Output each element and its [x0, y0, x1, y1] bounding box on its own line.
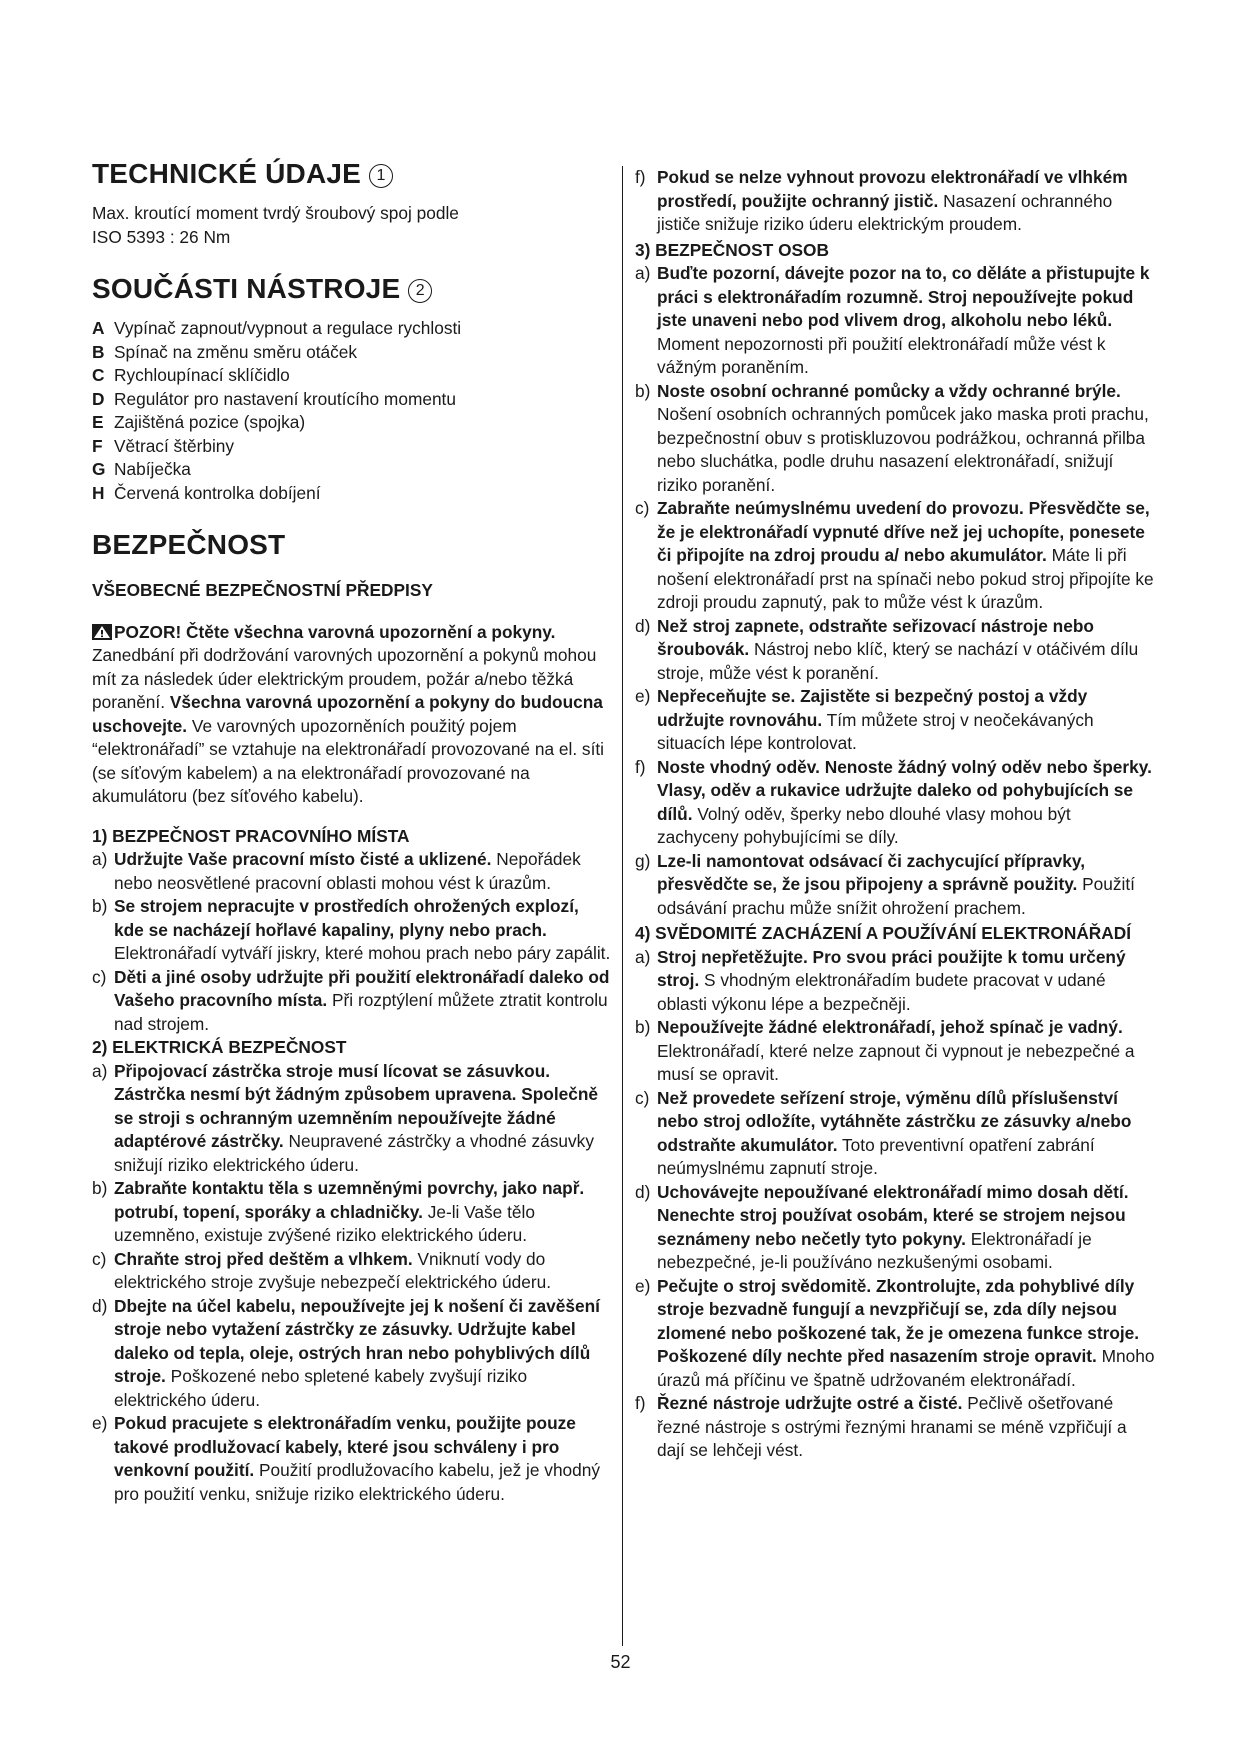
component-text: Větrací štěrbiny	[114, 435, 235, 456]
item-bold-text: Než provedete seřízení stroje, výměnu dílů příslušenství nebo stroj odložíte, vytáhněte zástrčku ze zásuvky a/nebo odstraňte akumulátor.	[657, 1087, 1132, 1155]
component-text: Rychloupínací sklíčidlo	[114, 365, 290, 385]
component-text: Červená kontrolka dobíjení	[114, 482, 321, 503]
item-label: d)	[635, 615, 651, 636]
item-text	[114, 1177, 612, 1248]
figure-ref-1: 1	[369, 164, 393, 188]
safety-item	[635, 615, 1155, 686]
item-normal-text: Mnoho úrazů má příčinu ve špatně udržovaném elektronářadí.	[657, 1346, 1155, 1390]
section-heading: 2) ELEKTRICKÁ BEZPEČNOST	[92, 1037, 347, 1057]
item-text	[657, 756, 1155, 850]
safety-item	[92, 1295, 612, 1413]
safety-item	[635, 1087, 1155, 1181]
item-label: b)	[92, 1178, 108, 1198]
component-letter: C	[92, 365, 105, 385]
item-label: g)	[635, 850, 651, 871]
item-text	[657, 1181, 1155, 1275]
item-text	[114, 1412, 612, 1506]
left-safety-sections	[92, 825, 612, 1507]
item-label: c)	[92, 966, 107, 987]
component-item	[92, 458, 612, 482]
safety-item	[635, 1275, 1155, 1393]
component-item	[92, 317, 612, 341]
item-normal-text: Nástroj nebo klíč, který se nachází v otáčivém dílu stroje, může vést k poranění.	[657, 639, 1139, 683]
item-label: b)	[635, 380, 651, 401]
safety-item	[635, 756, 1155, 850]
item-normal-text: Nošení osobních ochranných pomůcek jako maska proti prachu, bezpečnostní obuv s protiskluzovou podrážkou, ochranná přilba nebo sluchátka, podle druhu nasazení elektronářadí, snižují riziko poranění.	[657, 404, 1149, 495]
item-label: a)	[635, 263, 651, 283]
safety-item	[635, 1016, 1155, 1087]
item-label: a)	[92, 849, 108, 869]
safety-item	[635, 1181, 1155, 1275]
section-heading: 4) SVĚDOMITÉ ZACHÁZENÍ A POUŽÍVÁNÍ ELEKTRONÁŘADÍ	[635, 923, 1132, 943]
components-title: SOUČÁSTI NÁSTROJE 2	[92, 273, 612, 305]
item-normal-text: S vhodným elektronářadím budete pracovat v udané oblasti výkonu lépe a bezpečněji.	[657, 970, 1106, 1014]
component-letter: F	[92, 435, 103, 456]
right-column	[635, 166, 1155, 1463]
component-text: Spínač na změnu směru otáček	[114, 341, 358, 362]
item-bold-text: Buďte pozorní, dávejte pozor na to, co děláte a přistupujte k práci s elektronářadím rozumně. Stroj nepoužívejte pokud jste unaveni nebo pod vlivem drog, alkoholu nebo léků.	[657, 263, 1150, 330]
safety-item	[92, 1060, 612, 1178]
item-normal-text: Nepořádek nebo neosvětlené pracovní oblasti mohou vést k úrazům.	[114, 849, 581, 893]
component-text: Zajištěná pozice (spojka)	[114, 412, 306, 432]
column-divider	[622, 166, 623, 1646]
safety-item	[92, 848, 612, 895]
item-bold-text: Nepřeceňujte se. Zajistěte si bezpečný postoj a vždy udržujte rovnováhu.	[657, 686, 1088, 730]
item-label: b)	[92, 896, 108, 916]
item-text	[114, 966, 612, 1037]
component-item	[92, 388, 612, 412]
item-bold-text: Pokud se nelze vyhnout provozu elektronářadí ve vlhkém prostředí, použijte ochranný jistič.	[657, 167, 1128, 211]
item-text	[657, 946, 1155, 1017]
item-bold-text: Zabraňte neúmyslnému uvedení do provozu. Přesvědčte se, že je elektronářadí vypnuté dříve než jej uchopíte, ponesete či připojíte na zdroj proudu a/ nebo akumulátor.	[657, 498, 1150, 565]
safety-item	[635, 850, 1155, 921]
warning-icon	[92, 624, 112, 640]
item-bold-text: Stroj nepřetěžujte. Pro svou práci použijte k tomu určený stroj.	[657, 946, 1126, 990]
item-label: f)	[635, 167, 646, 187]
warning-paragraph: POZOR! Čtěte všechna varovná upozornění a pokyny. Zanedbání při dodržování varovných upozornění a pokynů mohou mít za následek úder elektrickým proudem, požár a/nebo těžká poranění. Všechna varovná upozornění a pokyny do budoucna uschovejte. Ve varovných upozorněních použitý pojem “elektronářadí” se vztahuje na elektronářadí provozované na el. síti (se síťovým kabelem) a na elektronářadí provozované na akumulátoru (bez síťového kabelu).	[92, 621, 605, 806]
item-normal-text: Nasazení ochranného jističe snižuje riziko úderu elektrickým proudem.	[657, 190, 1113, 234]
safety-item	[92, 1177, 612, 1248]
safety-title: BEZPEČNOST	[92, 529, 286, 560]
item-bold-text: Pokud pracujete s elektronářadím venku, použijte pouze takové prodlužovací kabely, které jsou schváleny i pro venkovní použití.	[114, 1413, 576, 1480]
item-text	[657, 166, 1155, 237]
item-text	[657, 380, 1155, 498]
item-bold-text: Nepoužívejte žádné elektronářadí, jehož spínač je vadný.	[657, 1017, 1123, 1037]
page-number: 52	[610, 1652, 631, 1672]
components-list	[92, 317, 612, 505]
item-normal-text: Tím můžete stroj v neočekávaných situacích lépe kontrolovat.	[657, 709, 1094, 753]
item-text	[657, 850, 1155, 921]
safety-item	[635, 685, 1155, 756]
safety-item	[635, 1392, 1155, 1463]
item-bold-text: Zabraňte kontaktu těla s uzemněnými povrchy, jako např. potrubí, topení, sporáky a chladničky.	[114, 1178, 585, 1222]
item-label: d)	[92, 1295, 108, 1316]
item-bold-text: Lze-li namontovat odsávací či zachycující přípravky, přesvědčte se, že jsou připojeny a správně použity.	[657, 850, 1086, 894]
safety-item	[92, 895, 612, 966]
item-normal-text: Elektronářadí, které nelze zapnout či vypnout je nebezpečné a musí se opravit.	[657, 1040, 1135, 1084]
item-bold-text: Než stroj zapnete, odstraňte seřizovací nástroje nebo šroubovák.	[657, 615, 1094, 659]
item-text	[114, 848, 612, 895]
safety-item	[635, 380, 1155, 498]
safety-item	[635, 166, 1155, 237]
component-letter: A	[92, 318, 105, 338]
item-bold-text: Chraňte stroj před deštěm a vlhkem.	[114, 1248, 413, 1269]
item-bold-text: Uchovávejte nepoužívané elektronářadí mimo dosah dětí. Nenechte stroj používat osobám, které se strojem nejsou seznámeny nebo nečetly tyto pokyny.	[657, 1181, 1129, 1249]
item-text	[657, 1392, 1155, 1463]
item-text	[657, 497, 1155, 615]
item-label: c)	[635, 498, 650, 518]
item-normal-text: Máte li při nošení elektronářadí prst na spínači nebo pokud stroj připojíte ke zdroji proudu zapnutý, pak to může vést k úrazům.	[657, 545, 1154, 612]
general-safety-heading: VŠEOBECNÉ BEZPEČNOSTNÍ PŘEDPISY	[92, 580, 433, 600]
item-normal-text: Volný oděv, šperky nebo dlouhé vlasy mohou být zachyceny pohybujícími se díly.	[657, 803, 1071, 847]
component-letter: D	[92, 388, 105, 409]
item-normal-text: Je-li Vaše tělo uzemněno, existuje zvýšené riziko elektrického úderu.	[114, 1201, 535, 1245]
safety-item	[635, 946, 1155, 1017]
item-text	[657, 1016, 1155, 1087]
component-letter: E	[92, 412, 104, 432]
component-letter: G	[92, 459, 106, 479]
safety-item	[92, 1412, 612, 1506]
component-item	[92, 411, 612, 435]
item-label: f)	[635, 756, 646, 777]
item-text	[657, 615, 1155, 686]
item-text	[114, 895, 612, 966]
component-text: Vypínač zapnout/vypnout a regulace rychlosti	[114, 318, 462, 338]
item-bold-text: Udržujte Vaše pracovní místo čisté a uklizené.	[114, 849, 492, 869]
component-item	[92, 435, 612, 459]
item-normal-text: Moment nepozornosti při použití elektronářadí může vést k vážným poraněním.	[657, 333, 1106, 377]
item-normal-text: Toto preventivní opatření zabrání neúmyslnému zapnutí stroje.	[657, 1134, 1095, 1178]
item-text	[114, 1060, 612, 1178]
safety-item	[635, 497, 1155, 615]
item-label: c)	[635, 1087, 650, 1108]
item-normal-text: Elektronářadí vytváří jiskry, které mohou prach nebo páry zapálit.	[114, 943, 611, 963]
item-label: e)	[635, 1275, 651, 1296]
item-label: b)	[635, 1017, 651, 1037]
figure-ref-2: 2	[408, 279, 432, 303]
item-bold-text: Připojovací zástrčka stroje musí lícovat se zásuvkou. Zástrčka nesmí být žádným způsobem upravena. Společně se stroji s ochranným uzemněním nepoužívejte žádné adaptérové zástrčky.	[114, 1060, 599, 1151]
item-label: d)	[635, 1181, 651, 1202]
item-normal-text: Poškozené nebo spletené kabely zvyšují riziko elektrického úderu.	[114, 1366, 528, 1410]
safety-item	[92, 1248, 612, 1295]
item-normal-text: Použití odsávání prachu může snížit ohrožení prachem.	[657, 874, 1135, 918]
item-text	[114, 1248, 612, 1295]
component-item	[92, 364, 612, 388]
item-bold-text: Řezné nástroje udržujte ostré a čisté.	[657, 1393, 963, 1413]
item-normal-text: Neupravené zástrčky a vhodné zásuvky snižují riziko elektrického úderu.	[114, 1131, 594, 1175]
safety-item	[635, 262, 1155, 380]
component-letter: B	[92, 341, 105, 362]
item-normal-text: Vniknutí vody do elektrického stroje zvyšuje nebezpečí elektrického úderu.	[114, 1248, 552, 1292]
item-bold-text: Pečujte o stroj svědomitě. Zkontrolujte, zda pohyblivé díly stroje bezvadně fungují a nevzpřičují se, zda díly nejsou zlomené nebo poškozené tak, že je omezena funkce stroje. Poškozené díly nechte před nasazením stroje opravit.	[657, 1275, 1140, 1366]
section-heading: 3) BEZPEČNOST OSOB	[635, 239, 829, 260]
item-label: e)	[635, 686, 651, 706]
item-label: a)	[635, 946, 651, 967]
component-item	[92, 482, 612, 506]
component-text: Regulátor pro nastavení kroutícího momentu	[114, 388, 456, 409]
item-normal-text: Pečlivě ošetřované řezné nástroje s ostrými řeznými hranami se méně vzpřičují a dají se lehčeji vést.	[657, 1393, 1127, 1460]
item-normal-text: Elektronářadí je nebezpečné, je-li používáno nezkušenými osobami.	[657, 1228, 1092, 1272]
item-text	[114, 1295, 612, 1413]
item-bold-text: Dbejte na účel kabelu, nepoužívejte jej k nošení či zavěšení stroje nebo vytažení zástrčky ze zásuvky. Udržujte kabel daleko od tepla, oleje, ostrých hran nebo pohyblivých dílů stroje.	[114, 1295, 600, 1386]
item-text	[657, 685, 1155, 756]
item-label: e)	[92, 1413, 108, 1433]
section-heading: 1) BEZPEČNOST PRACOVNÍHO MÍSTA	[92, 825, 410, 846]
component-letter: H	[92, 482, 105, 503]
component-text: Nabíječka	[114, 459, 191, 479]
item-label: f)	[635, 1393, 646, 1413]
item-normal-text: Při rozptýlení můžete ztratit kontrolu nad strojem.	[114, 990, 608, 1034]
technical-spec: Max. kroutící moment tvrdý šroubový spoj podle ISO 5393 : 26 Nm	[92, 203, 459, 247]
item-bold-text: Noste osobní ochranné pomůcky a vždy ochranné brýle.	[657, 380, 1121, 401]
left-column	[92, 158, 612, 1506]
item-label: c)	[92, 1248, 107, 1269]
item-bold-text: Se strojem nepracujte v prostředích ohrožených explozí, kde se nacházejí hořlavé kapaliny, plyny nebo prach.	[114, 896, 579, 940]
item-label: a)	[92, 1060, 108, 1081]
technical-title: TECHNICKÉ ÚDAJE 1	[92, 158, 612, 190]
item-text	[657, 1087, 1155, 1181]
component-item	[92, 341, 612, 365]
item-bold-text: Noste vhodný oděv. Nenoste žádný volný oděv nebo šperky. Vlasy, oděv a rukavice udržujte daleko od pohybujících se dílů.	[657, 756, 1152, 824]
safety-item	[92, 966, 612, 1037]
item-normal-text: Použití prodlužovacího kabelu, jež je vhodný pro použití venku, snižuje riziko elektrického úderu.	[114, 1460, 601, 1504]
right-safety-sections	[635, 166, 1155, 1463]
item-text	[657, 262, 1155, 380]
item-bold-text: Děti a jiné osoby udržujte při použití elektronářadí daleko od Vašeho pracovního místa.	[114, 966, 610, 1010]
item-text	[657, 1275, 1155, 1393]
